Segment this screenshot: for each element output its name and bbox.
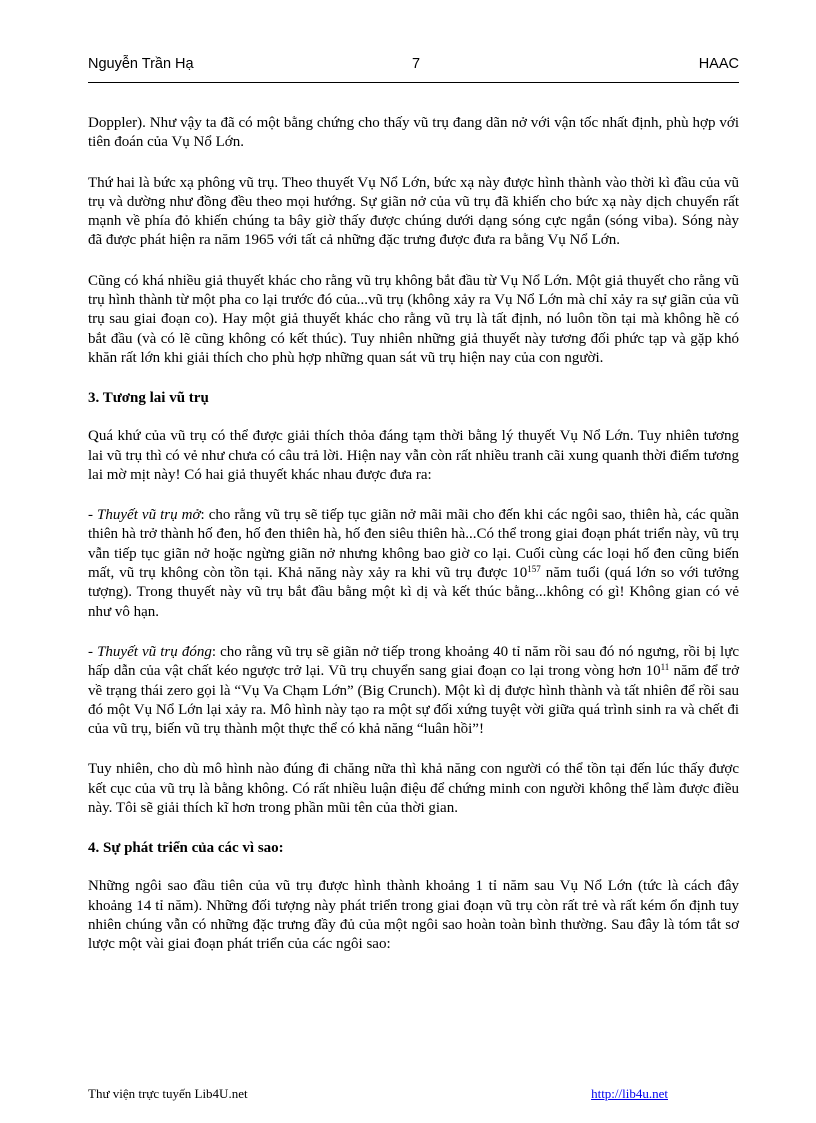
exponent-157: 157 [527, 564, 541, 575]
paragraph-background-radiation: Thứ hai là bức xạ phông vũ trụ. Theo thuyết Vụ Nổ Lớn, bức xạ này được hình thành vào thời kì đầu của vũ trụ và dường như đồng đều theo mọi hướng. Sự giãn nở của vũ trụ đã khiến cho bức xạ này dịch chuyển rất mạnh về phía đỏ khiến chúng ta bây giờ thấy được chúng dưới dạng sóng cực ngắn (sóng viba). Sóng này đã được phát hiện ra năm 1965 với tất cả những đặc trưng được đưa ra bằng Vụ Nổ Lớn. [88, 174, 739, 249]
section-heading-future: 3. Tương lai vũ trụ [88, 390, 209, 407]
header-org: HAAC [698, 56, 739, 72]
exponent-11: 11 [660, 662, 670, 673]
term-open-universe: - Thuyết vũ trụ mở [88, 507, 201, 524]
term-closed-universe: - Thuyết vũ trụ đóng [88, 643, 212, 660]
paragraph-doppler: Doppler). Như vậy ta đã có một bằng chứng cho thấy vũ trụ đang dãn nở với vận tốc nhất định, phù hợp với tiên đoán của Vụ Nổ Lớn. [88, 115, 739, 151]
header-author: Nguyễn Trần Hạ [88, 56, 194, 72]
paragraph-closed-universe: - Thuyết vũ trụ đóng: cho rằng vũ trụ sẽ giãn nở tiếp trong khoảng 40 tỉ năm rồi sau đó nó ngưng, rồi bị lực hấp dẫn của vật chất kéo ngược trở lại. Vũ trụ chuyển sang giai đoạn co lại trong vòng hơn $10^{11}$ năm để trở về trạng thái zero gọi là “Vụ Va Chạm Lớn” (Big Crunch). Một kì dị được hình thành và tất nhiên để rồi sau đó một Vụ Nổ Lớn lại xảy ra. Mô hình này tạo ra một sự đối xứng tuyệt vời giữa quá trình sinh ra và chết đi của vũ trụ, biến vũ trụ thành một thực thể có khả năng “luân hồi”! [88, 643, 739, 738]
page-footer [88, 1086, 668, 1102]
paragraph-conclusion: Tuy nhiên, cho dù mô hình nào đúng đi chăng nữa thì khả năng con người có thể tồn tại đến lúc thấy được kết cục của vũ trụ là bằng không. Có rất nhiều luận điệu để chứng minh con người không thể làm được điều này. Tôi sẽ giải thích kĩ hơn trong phần mũi tên của thời gian. [88, 761, 739, 817]
section-heading-stars: 4. Sự phát triển của các vì sao: [88, 840, 284, 857]
footer-link[interactable]: http://lib4u.net [591, 1086, 668, 1101]
paragraph-other-theories: Cũng có khá nhiều giả thuyết khác cho rằng vũ trụ không bắt đầu từ Vụ Nổ Lớn. Một giả thuyết cho rằng vũ trụ hình thành từ một pha co lại trước đó của...vũ trụ (không xảy ra Vụ Nổ Lớn mà chỉ xảy ra sự giãn của vũ trụ sau giai đoạn co). Hay một giả thuyết khác cho rằng vũ trụ là tất định, nó luôn tồn tại mà không hề có bắt đầu (và có lẽ cũng không có kết thúc). Tuy nhiên những giả thuyết này tương đối phức tạp và gặp khó khăn rất lớn khi giải thích cho phù hợp những quan sát vũ trụ hiện nay của con người. [88, 272, 739, 366]
document-body [88, 114, 739, 976]
page-header [88, 56, 739, 78]
header-page-number: 7 [412, 56, 421, 72]
paragraph-future-intro: Quá khứ của vũ trụ có thể được giải thích thỏa đáng tạm thời bằng lý thuyết Vụ Nổ Lớn. Tuy nhiên tương lai vũ trụ thì có vẻ như chưa có câu trả lời. Hiện nay vẫn còn rất nhiều tranh cãi xung quanh thời điểm tương lai mờ mịt này! Có hai giả thuyết khác nhau được đưa ra: [88, 428, 739, 483]
paragraph-open-universe: - Thuyết vũ trụ mở: cho rằng vũ trụ sẽ tiếp tục giãn nở mãi mãi cho đến khi các ngôi sao, thiên hà, các quần thiên hà trở thành hố đen, hố đen thiên hà, hố đen siêu thiên hà...Có thể trong giai đoạn phát triển này, vũ trụ vẫn tiếp tục giãn nở hoặc ngừng giãn nở nhưng không bao giờ co lại. Cuối cùng các loại hố đen cũng biến mất, vũ trụ không còn tồn tại. Khả năng này xảy ra khi vũ trụ được $10^{157}$ năm tuổi (quá lớn so với tưởng tượng). Trong thuyết này vũ trụ bắt đầu bằng một kì dị và kết thúc bằng...không có gì! Không gian có vẻ như vô hạn. [88, 507, 739, 620]
header-divider [88, 82, 739, 83]
footer-library-name: Thư viện trực tuyến Lib4U.net [88, 1086, 248, 1101]
paragraph-first-stars: Những ngôi sao đầu tiên của vũ trụ được hình thành khoảng 1 tỉ năm sau Vụ Nổ Lớn (tức là cách đây khoảng 14 tỉ năm). Những đối tượng này phát triển trong giai đoạn vũ trụ còn rất trẻ và rất kém ổn định tuy nhiên chúng vẫn có những đặc trưng đầy đủ của một ngôi sao hoàn toàn bình thường. Sau đây là tóm tắt sơ lược một vài giai đoạn phát triển của các ngôi sao: [88, 878, 739, 953]
